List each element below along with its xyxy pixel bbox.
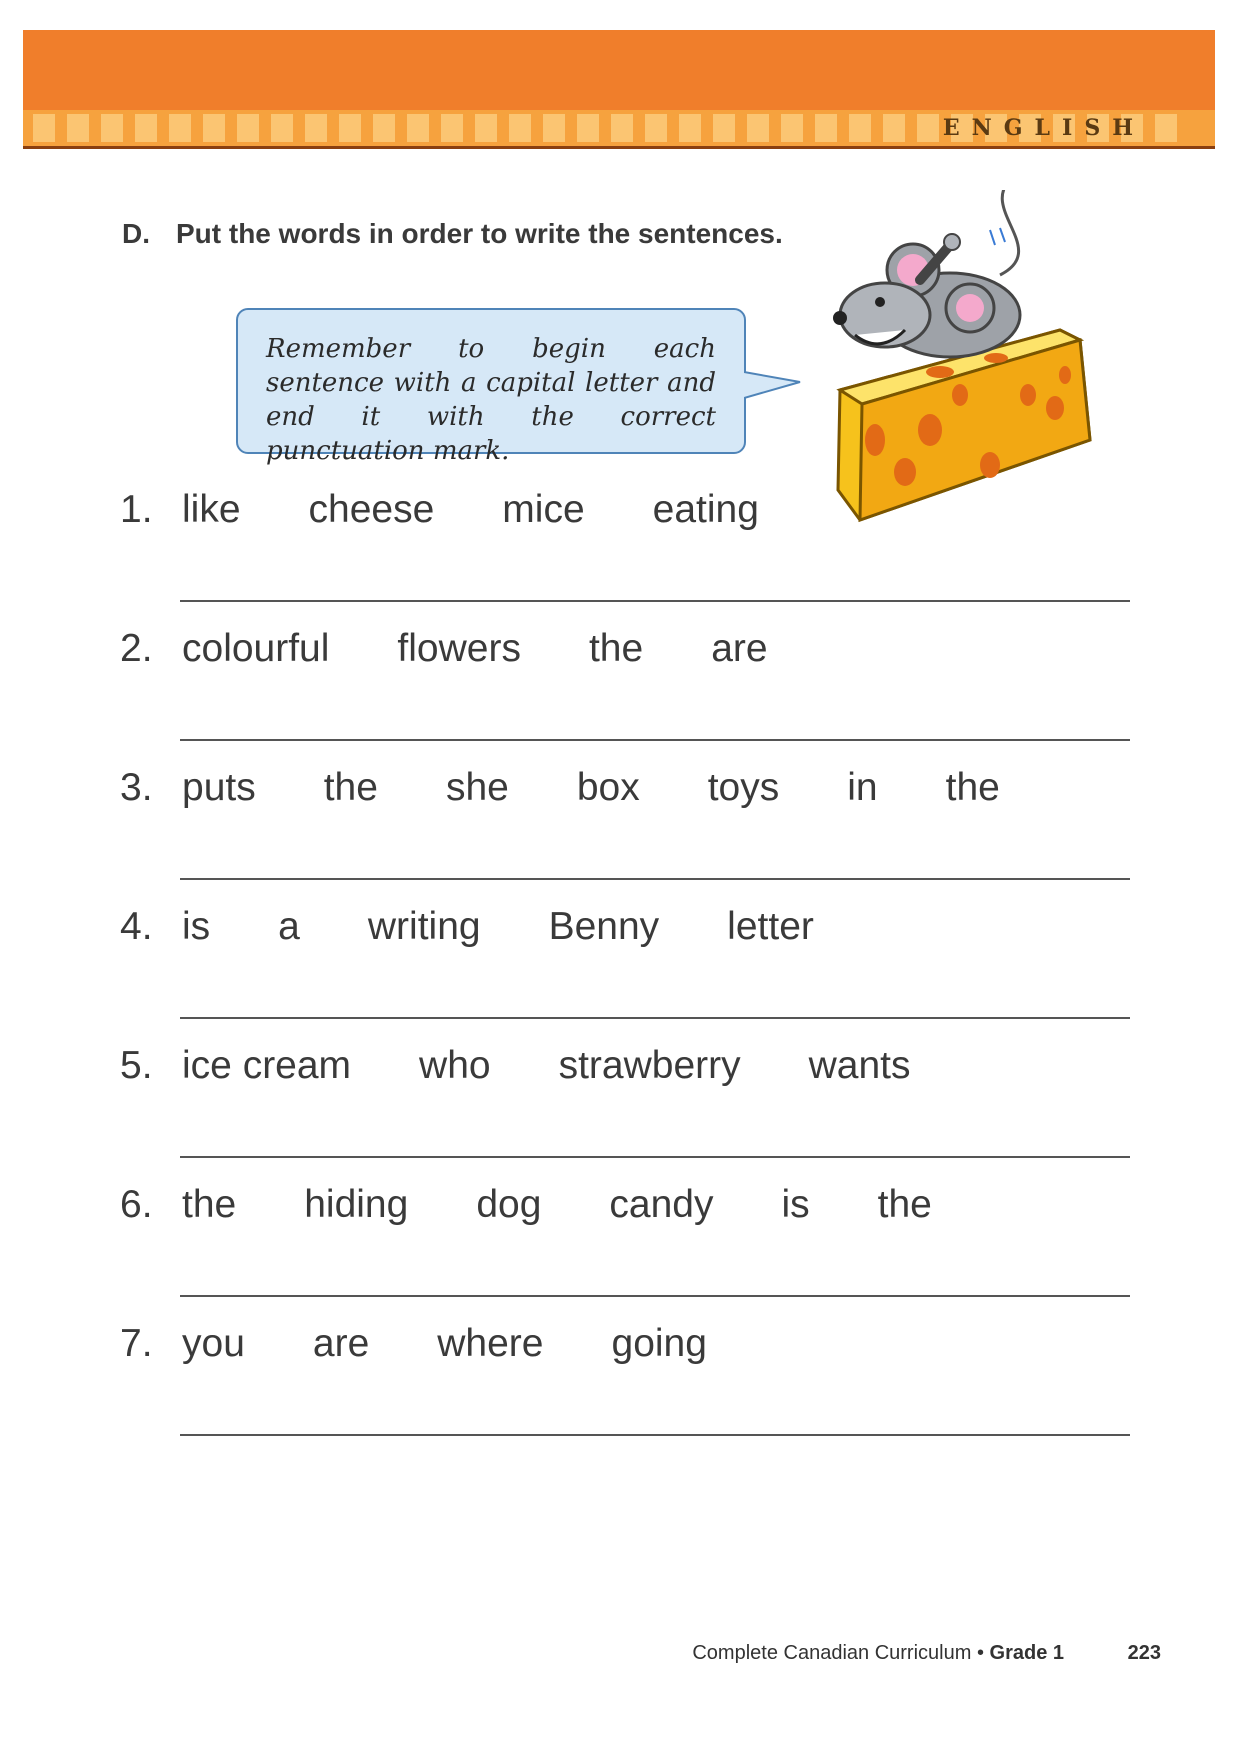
word: where (437, 1322, 544, 1365)
word: the (588, 627, 644, 670)
subject-letter: I (1062, 115, 1075, 141)
grade-label: Grade 1 (989, 1642, 1064, 1664)
footer-separator: • (976, 1642, 984, 1664)
header-banner (23, 30, 1215, 152)
question-number: 1. (120, 488, 153, 531)
question-5 (120, 1044, 1130, 1094)
subject-letter: G (1003, 115, 1025, 141)
tip-bubble (236, 308, 746, 466)
answer-line[interactable] (180, 600, 1130, 602)
word-list (120, 488, 1130, 538)
word: the (323, 766, 378, 809)
word: going (611, 1322, 707, 1365)
word: mice (502, 488, 585, 531)
word: wants (808, 1044, 911, 1087)
question-number: 3. (120, 766, 153, 809)
word-list (120, 766, 1130, 816)
subject-letter: H (1112, 115, 1135, 141)
word: is (781, 1183, 810, 1226)
question-6 (120, 1183, 1130, 1233)
word: in (847, 766, 878, 809)
word: the (182, 1183, 237, 1226)
word-list (120, 905, 1130, 955)
word: writing (367, 905, 481, 948)
banner-underline (23, 146, 1215, 149)
question-number: 2. (120, 627, 153, 670)
subject-letter: E (942, 115, 962, 141)
question-3 (120, 766, 1130, 816)
word: flowers (397, 627, 521, 670)
word: who (419, 1044, 491, 1087)
word: ice cream (182, 1044, 352, 1087)
word: eating (652, 488, 759, 531)
word: a (278, 905, 300, 948)
question-1 (120, 488, 1130, 538)
word: are (711, 627, 768, 670)
question-2 (120, 627, 1130, 677)
word: hiding (304, 1183, 409, 1226)
answer-line[interactable] (180, 1156, 1130, 1158)
question-4 (120, 905, 1130, 955)
word: she (445, 766, 509, 809)
page-number: 223 (1127, 1642, 1161, 1664)
word: box (576, 766, 640, 809)
subject-letter: N (971, 115, 994, 141)
bubble-tail (744, 368, 804, 408)
section-heading (122, 218, 783, 250)
word: colourful (182, 627, 330, 670)
word-list (120, 627, 1130, 677)
word: you (182, 1322, 245, 1365)
answer-line[interactable] (180, 878, 1130, 880)
answer-line[interactable] (180, 739, 1130, 741)
answer-line[interactable] (180, 1017, 1130, 1019)
word-list (120, 1044, 1130, 1094)
subject-letter: S (1084, 115, 1103, 141)
footer-title (692, 1642, 1064, 1665)
question-number: 6. (120, 1183, 153, 1226)
word-list (120, 1183, 1130, 1233)
answer-line[interactable] (180, 1434, 1130, 1436)
word: Benny (548, 905, 660, 948)
mouse-on-cheese-icon (800, 190, 1110, 530)
subject-letter: L (1034, 115, 1053, 141)
word: candy (609, 1183, 714, 1226)
word: the (877, 1183, 932, 1226)
subject-label (943, 110, 1135, 146)
section-instruction: Put the words in order to write the sentences. (176, 218, 783, 249)
question-number: 5. (120, 1044, 153, 1087)
word: cheese (308, 488, 435, 531)
word: the (945, 766, 1000, 809)
word: letter (727, 905, 814, 948)
word-list (120, 1322, 1130, 1372)
answer-line[interactable] (180, 1295, 1130, 1297)
book-title: Complete Canadian Curriculum (692, 1642, 972, 1664)
section-letter: D. (122, 218, 150, 249)
word: puts (182, 766, 256, 809)
question-number: 4. (120, 905, 153, 948)
word: dog (476, 1183, 542, 1226)
word: strawberry (558, 1044, 741, 1087)
question-7 (120, 1322, 1130, 1372)
word: like (182, 488, 241, 531)
question-number: 7. (120, 1322, 153, 1365)
word: is (182, 905, 211, 948)
tip-text: Remember to begin each sentence with a capital letter and end it with the correct punctuation mark. (266, 334, 716, 466)
word: are (312, 1322, 370, 1365)
word: toys (707, 766, 780, 809)
banner-top (23, 30, 1215, 110)
